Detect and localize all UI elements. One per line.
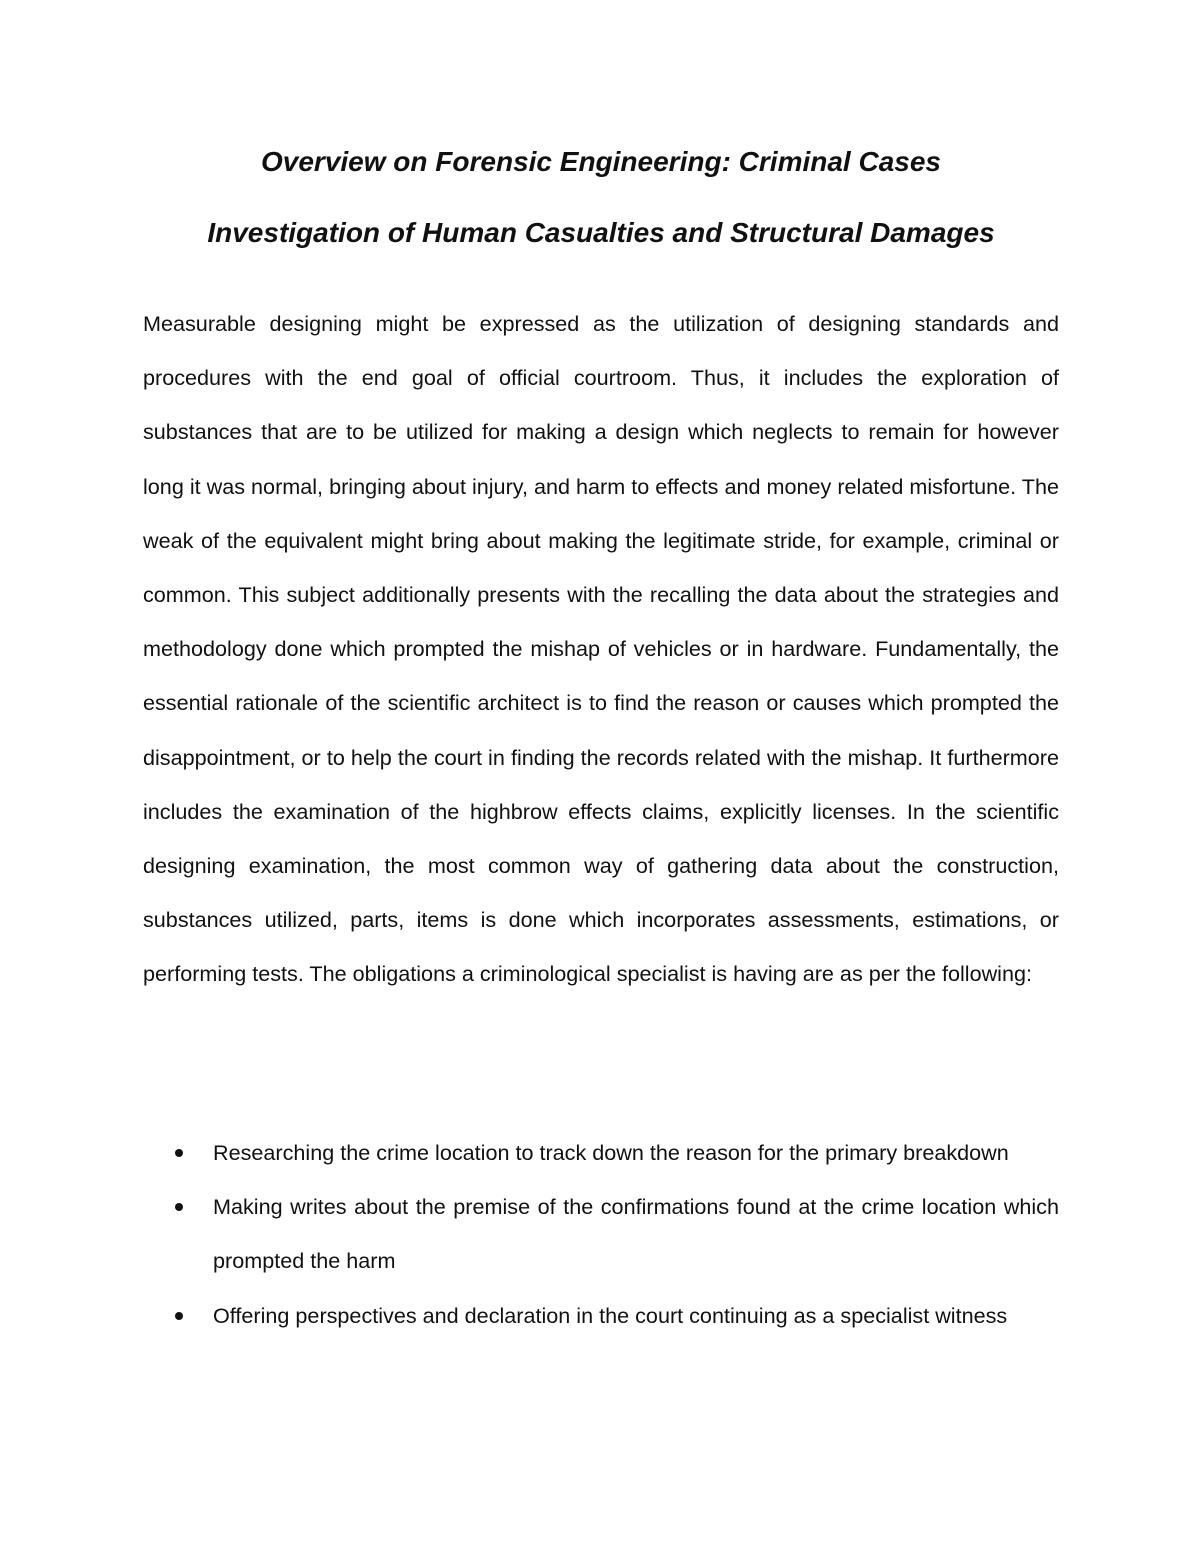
bullet-icon <box>175 1149 183 1157</box>
document-title-line-1: Overview on Forensic Engineering: Criminal Cases <box>261 146 941 177</box>
bullet-icon <box>175 1203 183 1211</box>
bullet-icon <box>175 1312 183 1320</box>
bullet-list <box>143 1126 1059 1343</box>
list-item <box>143 1126 1059 1180</box>
bullet-text: Making writes about the premise of the confirmations found at the crime location which prompted the harm <box>213 1194 1059 1274</box>
body-paragraph: Measurable designing might be expressed as the utilization of designing standards and procedures with the end goal of official courtroom. Thus, it includes the exploration of substances that are to be utilized for making a design which neglects to remain for however long it was normal, bringing about injury, and harm to effects and money related misfortune. The weak of the equivalent might bring about making the legitimate stride, for example, criminal or common. This subject additionally presents with the recalling the data about the strategies and methodology done which prompted the mishap of vehicles or in hardware. Fundamentally, the essential rationale of the scientific architect is to find the reason or causes which prompted the disappointment, or to help the court in finding the records related with the mishap. It furthermore includes the examination of the highbrow effects claims, explicitly licenses. In the scientific designing examination, the most common way of gathering data about the construction, substances utilized, parts, items is done which incorporates assessments, estimations, or performing tests. The obligations a criminological specialist is having are as per the following: <box>143 311 1059 987</box>
bullet-text: Researching the crime location to track down the reason for the primary breakdown <box>213 1140 1009 1165</box>
list-item <box>143 1180 1059 1288</box>
document-title-line-2: Investigation of Human Casualties and Structural Damages <box>207 217 995 248</box>
bullet-text: Offering perspectives and declaration in the court continuing as a specialist witness <box>213 1302 1008 1328</box>
list-item <box>143 1289 1059 1343</box>
